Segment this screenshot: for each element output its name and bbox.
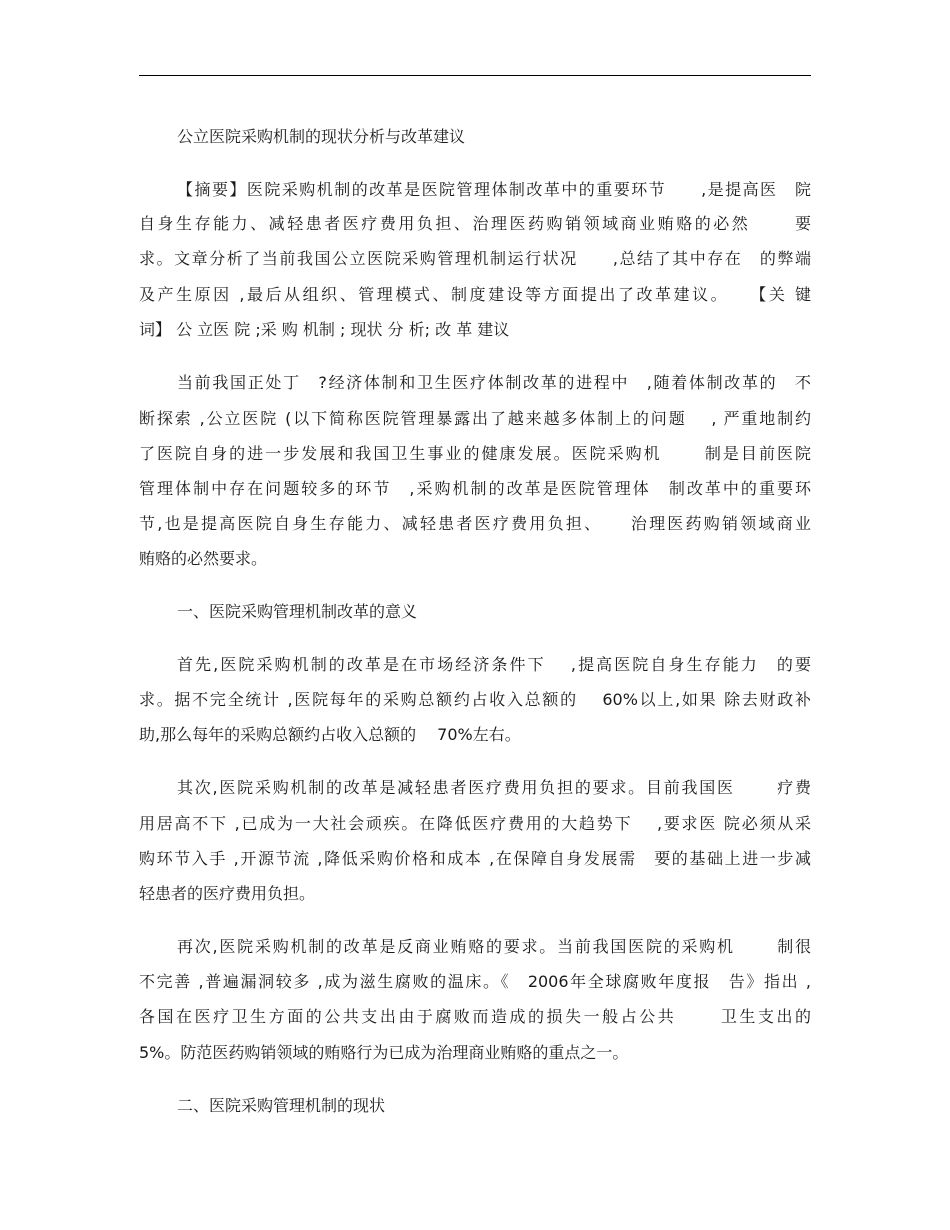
abstract-line: 【摘要】医院采购机制的改革是医院管理体制改革中的重要环节 ,是提高医 院 [177, 180, 811, 199]
paragraph-line: 5%。防范医药购销领域的贿赂行为已成为治理商业贿赂的重点之一。 [139, 1043, 629, 1062]
intro-line: 节,也是提高医院自身生存能力、减轻患者医疗费用负担、 治理医药购销领域商业 [139, 514, 811, 533]
abstract-line: 求。文章分析了当前我国公立医院采购管理机制运行状况 ,总结了其中存在 的弊端 [139, 249, 811, 268]
intro-line: 断探索 ,公立医院 (以下简称医院管理暴露出了越来越多体制上的问题 , 严重地制约 [139, 409, 811, 428]
paragraph-line: 求。据不完全统计 ,医院每年的采购总额约占收入总额的 60%以上,如果 除去财政补 [139, 690, 811, 709]
intro-line: 当前我国正处丁 ?经济体制和卫生医疗体制改革的进程中 ,随着体制改革的 不 [177, 373, 811, 392]
section-heading-2: 二、医院采购管理机制的现状 [177, 1096, 386, 1115]
intro-line: 了医院自身的进一步发展和我国卫生事业的健康发展。医院采购机 制是目前医院 [139, 444, 811, 463]
intro-line: 贿赂的必然要求。 [139, 549, 268, 568]
paragraph-line: 助,那么每年的采购总额约占收入总额的 70%左右。 [139, 725, 521, 744]
paragraph-line: 轻患者的医疗费用负担。 [139, 884, 316, 903]
intro-line: 管理体制中存在问题较多的环节 ,采购机制的改革是医院管理体 制改革中的重要环 [139, 479, 811, 498]
paragraph-line: 各国在医疗卫生方面的公共支出由于腐败而造成的损失一般占公共 卫生支出的 [139, 1007, 811, 1026]
abstract-line: 及产生原因 ,最后从组织、管理模式、制度建设等方面提出了改革建议。 【关 键 [139, 285, 811, 304]
paragraph-line: 再次,医院采购机制的改革是反商业贿赂的要求。当前我国医院的采购机 制很 [177, 937, 811, 956]
section-heading-1: 一、医院采购管理机制改革的意义 [177, 602, 418, 621]
paragraph-line: 购环节入手 ,开源节流 ,降低采购价格和成本 ,在保障自身发展需 要的基础上进一步减 [139, 849, 811, 868]
paragraph-line: 不完善 ,普遍漏洞较多 ,成为滋生腐败的温床。《 2006年全球腐败年度报 告》指出 , [139, 972, 811, 991]
paragraph-line: 首先,医院采购机制的改革是在市场经济条件下 ,提高医院自身生存能力 的要 [177, 655, 811, 674]
paragraph-line: 其次,医院采购机制的改革是减轻患者医疗费用负担的要求。目前我国医 疗费 [177, 778, 811, 797]
document-title: 公立医院采购机制的现状分析与改革建议 [177, 127, 466, 146]
header-rule [139, 75, 811, 76]
keywords-line: 词】 公 立医 院 ;采 购 机制 ; 现状 分 析; 改 革 建议 [139, 320, 510, 339]
abstract-line: 自身生存能力、减轻患者医疗费用负担、治理医药购销领域商业贿赂的必然 要 [139, 214, 811, 233]
paragraph-line: 用居高不下 ,已成为一大社会顽疾。在降低医疗费用的大趋势下 ,要求医 院必须从采 [139, 814, 811, 833]
